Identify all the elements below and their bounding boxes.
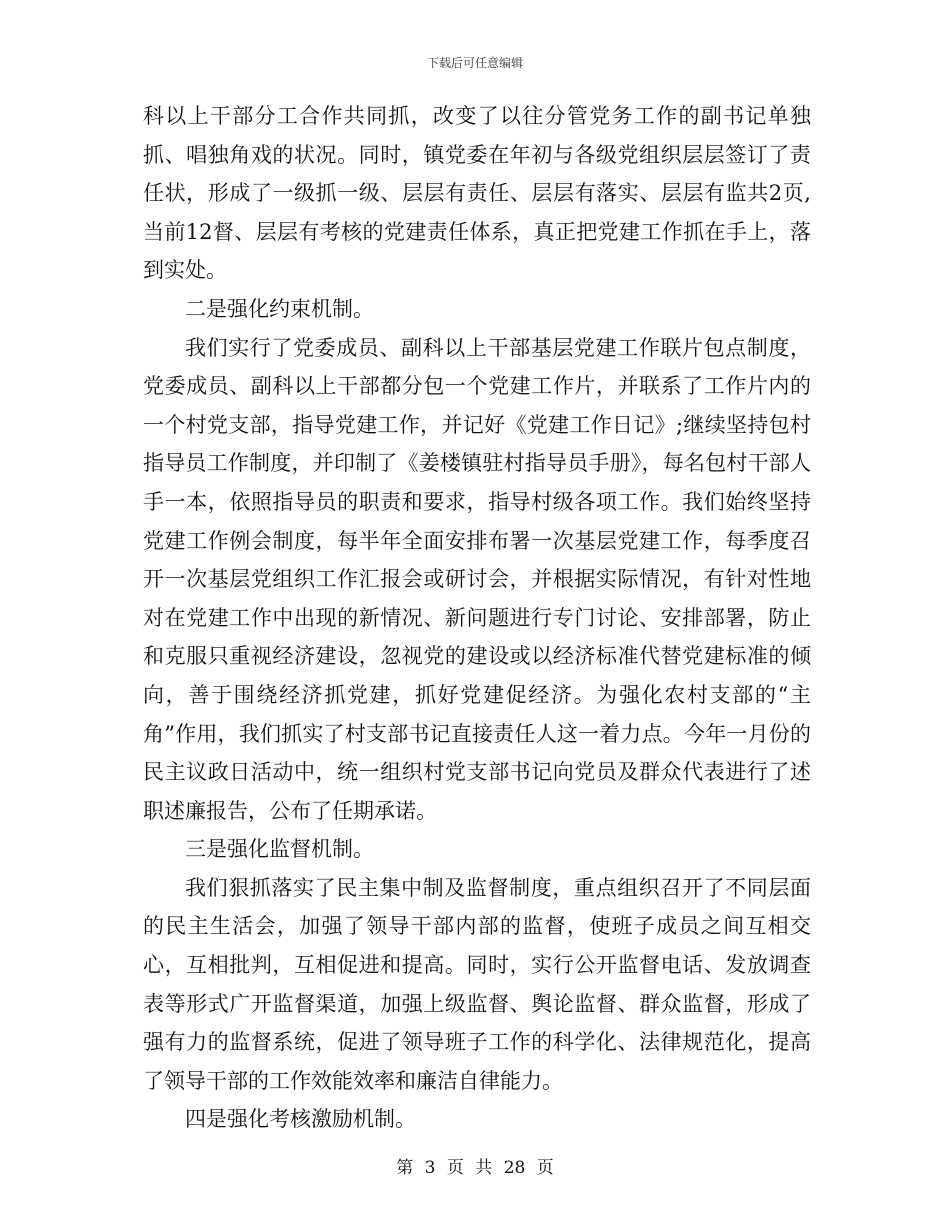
paragraph-supervision: 我们狠抓落实了民主集中制及监督制度，重点组织召开了不同层面的民主生活会，加强了领导干部内部的监督，使班子成员之间互相交心，互相批判，互相促进和提高。同时，实行公开监督电话、发放调查表等形式广开监督渠道，加强上级监督、舆论监督、群众监督，形成了强有力的监督系统，促进了领导班子工作的科学化、法律规范化，提高了领导干部的工作效能效率和廉洁自律能力。: [143, 875, 811, 1093]
section-heading-incentive: 四是强化考核激励机制。: [185, 1107, 416, 1132]
paragraph-constraint: 我们实行了党委成员、副科以上干部基层党建工作联片包点制度，党委成员、副科以上干部都分包一个党建工作片，并联系了工作片内的一个村党支部，指导党建工作，并记好《党建工作日记》;继续坚持包村指导员工作制度，并印制了《姜楼镇驻村指导员手册》，每名包村干部人手一本，依照指导员的职责和要求，指导村级各项工作。我们始终坚持党建工作例会制度，每半年全面安排布署一次基层党建工作，每季度召开一次基层党组织工作汇报会或研讨会，并根据实际情况，有针对性地对在党建工作中出现的新情况、新问题进行专门讨论、安排部署，防止和克服只重视经济建设，忽视党的建设或以经济标准代替党建标准的倾向，善于围绕经济抓党建，抓好党建促经济。为强化农村支部的“主角”作用，我们抓实了村支部书记直接责任人这一着力点。今年一月份的民主议政日活动中，统一组织村党支部书记向党员及群众代表进行了述职述廉报告，公布了任期承诺。: [143, 335, 811, 823]
section-heading-supervision: 三是强化监督机制。: [185, 837, 374, 862]
page-header: 下载后可任意编辑: [426, 56, 523, 70]
page-number-footer: 第 3 页 共 28 页: [396, 1158, 554, 1178]
document-body: [143, 97, 811, 1139]
paragraph-continuation: 科以上干部分工合作共同抓，改变了以往分管党务工作的副书记单独抓、唱独角戏的状况。同时，镇党委在年初与各级党组织层层签订了责任状，形成了一级抓一级、层层有责任、层层有落实、层层有监共2页,当前12督、层层有考核的党建责任体系，真正把党建工作抓在手上，落到实处。: [143, 104, 811, 283]
section-heading-constraint: 二是强化约束机制。: [185, 296, 374, 321]
